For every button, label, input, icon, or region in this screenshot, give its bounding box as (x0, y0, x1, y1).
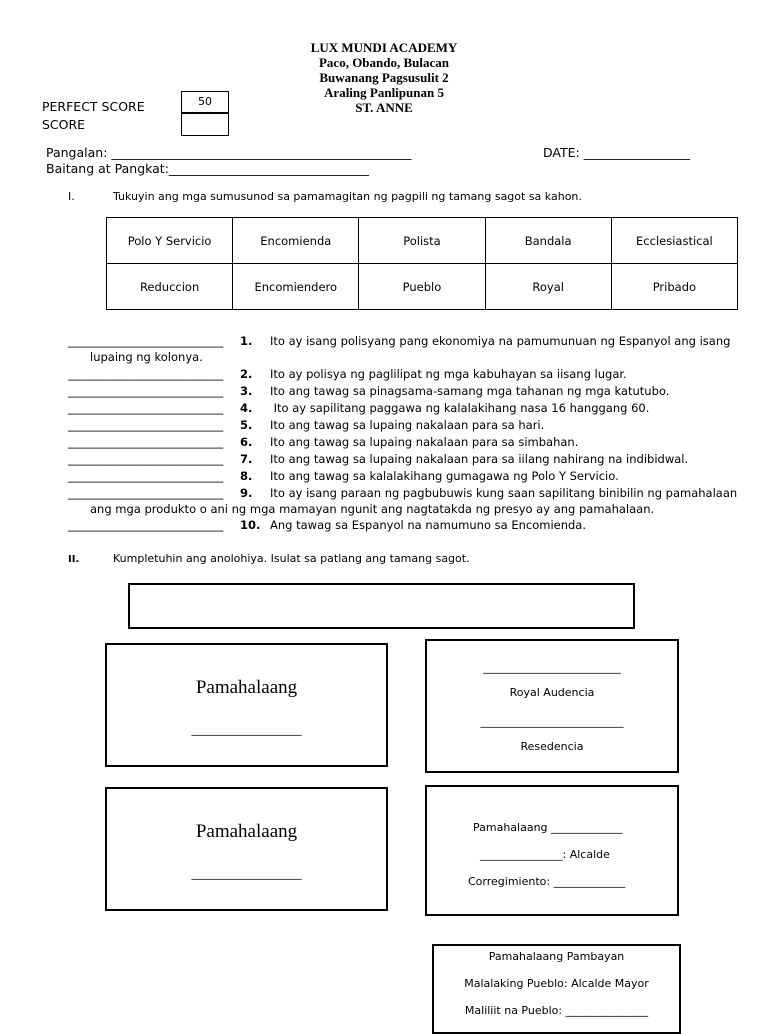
question-number: 5. (240, 418, 253, 432)
question-text: Ito ay isang paraan ng pagbubuwis kung saan sapilitang binibilin ng pamahalaan (270, 486, 738, 500)
analogy-answer-box[interactable] (128, 583, 635, 629)
question-number: 10. (240, 518, 261, 532)
score-label: SCORE (42, 117, 86, 132)
government-box-3 (105, 787, 388, 911)
perfect-score-label: PERFECT SCORE (42, 99, 145, 114)
pamahalaang-pambayan-label: Pamahalaang Pambayan (488, 950, 625, 963)
choices-table (106, 217, 738, 310)
exam-title: Buwanang Pagsusulit 2 (319, 70, 449, 85)
question-9 (68, 486, 737, 500)
part2-instruction: Kumpletuhin ang anolohiya. Isulat sa patlang ang tamang sagot. (113, 552, 470, 565)
resedencia-label: Resedencia (520, 740, 584, 753)
school-address: Paco, Obando, Bulacan (318, 55, 450, 70)
answer-blank[interactable]: ___________________________ (68, 452, 224, 466)
question-text: Ito ang tawag sa kalalakihang gumagawa ng Polo Y Servicio. (270, 469, 619, 483)
answer-blank[interactable]: ___________________________ (68, 486, 224, 500)
government-box-3-title: Pamahalaang (195, 821, 298, 842)
question-9-continued: ang mga produkto o ani ng mga mamayan ngunit ang nagtatakda ng presyo ay ang pamahalaan. (90, 502, 655, 516)
part2-numeral: II. (68, 554, 80, 565)
question-3 (68, 384, 669, 398)
question-number: 8. (240, 469, 253, 483)
question-number: 7. (240, 452, 253, 466)
part1-instruction: Tukuyin ang mga sumusunod sa pamamagitan ng pagpili ng tamang sagot sa kahon. (113, 190, 582, 203)
choice-cell: Bandala (485, 218, 611, 264)
question-number: 9. (240, 486, 253, 500)
malalaking-pueblo-label: Malalaking Pueblo: Alcalde Mayor (464, 977, 649, 990)
date-field[interactable]: DATE: _________________ (543, 145, 690, 160)
royal-audencia-label: Royal Audencia (509, 686, 595, 699)
question-5 (68, 418, 544, 432)
question-2 (68, 367, 627, 381)
alcalde-line[interactable]: _______________: Alcalde (480, 848, 610, 861)
corregimiento-line[interactable]: Corregimiento: _____________ (468, 875, 626, 888)
answer-blank[interactable]: ___________________________ (68, 435, 224, 449)
question-text: Ito ay isang polisyang pang ekonomiya na pamumunuan ng Espanyol ang isang (270, 334, 731, 348)
question-1-continued: lupaing ng kolonya. (90, 350, 203, 364)
name-field[interactable]: Pangalan: ________________________________________________ (46, 145, 412, 160)
grade-section-field[interactable]: Baitang at Pangkat:________________________________ (46, 161, 369, 176)
question-number: 4. (240, 401, 253, 415)
question-8 (68, 469, 619, 483)
question-1 (68, 334, 730, 348)
government-box-3-blank[interactable]: ____________________ (191, 867, 302, 880)
answer-blank[interactable]: ___________________________ (68, 334, 224, 348)
question-number: 1. (240, 334, 253, 348)
box-2-blank-2[interactable]: __________________________ (480, 715, 624, 728)
question-4 (68, 401, 649, 415)
government-box-4 (425, 785, 679, 916)
question-text: Ito ang tawag sa lupaing nakalaan para sa hari. (270, 418, 545, 432)
pamahalaang-blank-line[interactable]: Pamahalaang _____________ (473, 821, 623, 834)
maliliit-na-pueblo-line[interactable]: Maliliit na Pueblo: _______________ (464, 1004, 649, 1017)
choices-row (107, 264, 738, 310)
answer-blank[interactable]: ___________________________ (68, 401, 224, 415)
question-number: 6. (240, 435, 253, 449)
part1-numeral: I. (68, 190, 75, 203)
subject-title: Araling Panlipunan 5 (324, 85, 444, 100)
answer-blank[interactable]: ___________________________ (68, 469, 224, 483)
answer-blank[interactable]: ___________________________ (68, 384, 224, 398)
choice-cell: Ecclesiastical (611, 218, 737, 264)
question-10 (68, 518, 586, 532)
question-number: 2. (240, 367, 253, 381)
question-text: Ito ang tawag sa lupaing nakalaan para sa iilang nahirang na indibidwal. (270, 452, 689, 466)
choice-cell: Pribado (611, 264, 737, 310)
school-name: LUX MUNDI ACADEMY (310, 40, 458, 55)
box-2-blank-1[interactable]: _________________________ (483, 661, 621, 674)
question-text: Ito ang tawag sa pinagsama-samang mga tahanan ng mga katutubo. (270, 384, 670, 398)
question-text: Ito ay sapilitang paggawa ng kalalakihang nasa 16 hanggang 60. (270, 401, 650, 415)
government-box-1-title: Pamahalaang (195, 677, 298, 698)
government-box-1-blank[interactable]: ____________________ (191, 723, 302, 736)
choice-cell: Encomienda (233, 218, 359, 264)
section-title: ST. ANNE (355, 100, 413, 115)
question-7 (68, 452, 688, 466)
question-text: Ito ang tawag sa lupaing nakalaan para sa simbahan. (270, 435, 579, 449)
choice-cell: Pueblo (359, 264, 485, 310)
choice-cell: Polista (359, 218, 485, 264)
government-box-1 (105, 643, 388, 767)
question-number: 3. (240, 384, 253, 398)
perfect-score-box: 50 (181, 91, 229, 114)
question-text: Ang tawag sa Espanyol na namumuno sa Encomienda. (270, 518, 587, 532)
choice-cell: Royal (485, 264, 611, 310)
choice-cell: Encomiendero (233, 264, 359, 310)
government-box-2 (425, 639, 679, 773)
choices-row (107, 218, 738, 264)
answer-blank[interactable]: ___________________________ (68, 518, 224, 532)
question-text: Ito ay polisya ng paglilipat ng mga kabuhayan sa iisang lugar. (270, 367, 627, 381)
answer-blank[interactable]: ___________________________ (68, 367, 224, 381)
choice-cell: Reduccion (107, 264, 233, 310)
score-box[interactable] (181, 112, 229, 136)
question-6 (68, 435, 578, 449)
choice-cell: Polo Y Servicio (107, 218, 233, 264)
government-box-5 (432, 944, 681, 1034)
answer-blank[interactable]: ___________________________ (68, 418, 224, 432)
